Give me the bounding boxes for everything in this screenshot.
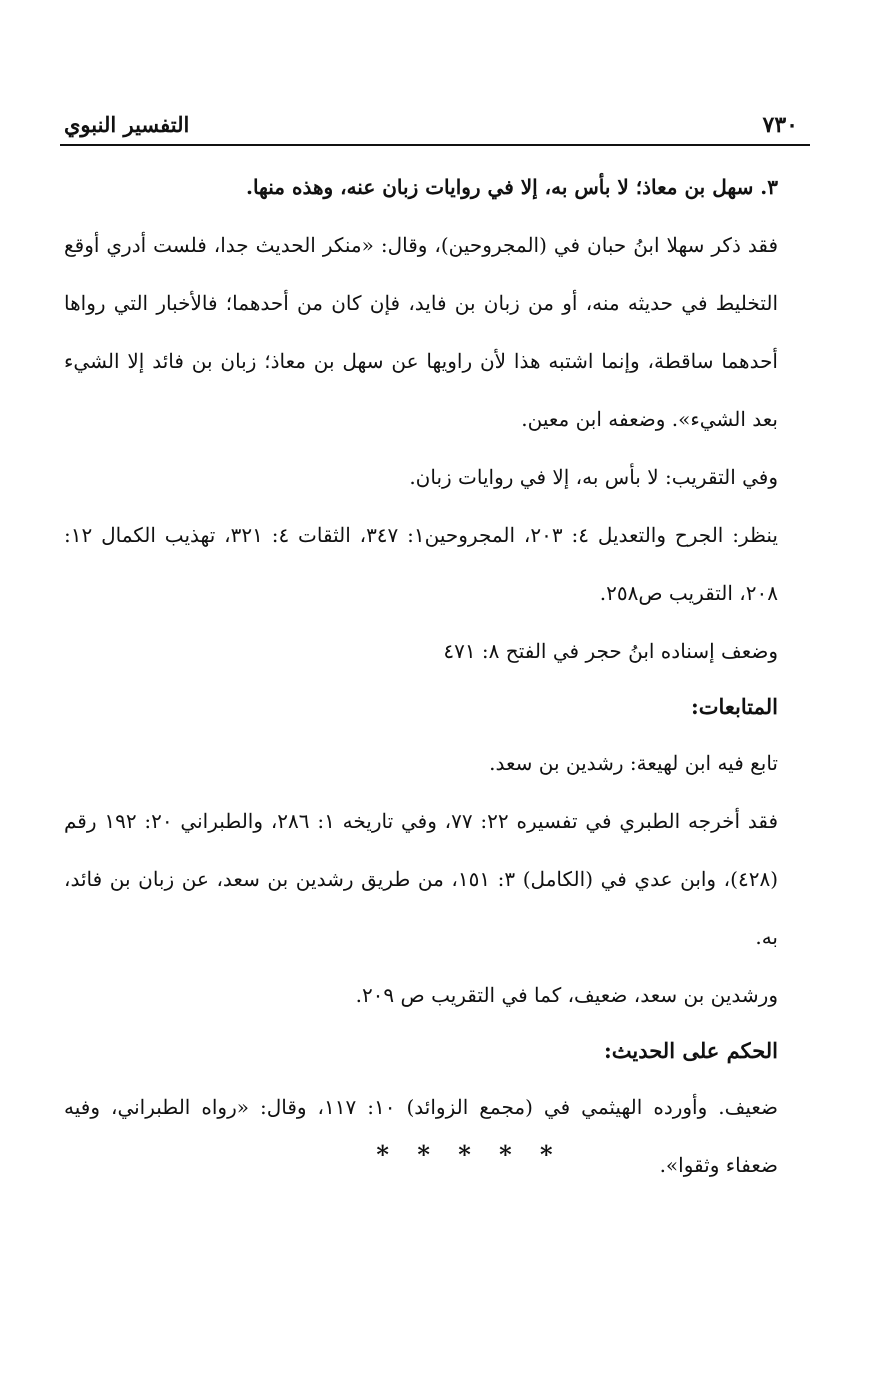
page-number: ٧٣٠ [762, 112, 798, 138]
running-title: التفسير النبوي [64, 112, 190, 137]
paragraph-narrator-item: ٣. سهل بن معاذ؛ لا بأس به، إلا في روايات زبان عنه، وهذه منها. [246, 175, 778, 199]
paragraph-ibn-hajar: وضعف إسناده ابنُ حجر في الفتح ٨: ٤٧١ [443, 639, 778, 663]
paragraph-ibn-hibban-quote: فقد ذكر سهلا ابنُ حبان في (المجروحين)، وقال: «منكر الحديث جدا، فلست أدري أوقع التخليط في حديثه منه، أو من زبان بن فايد، فإن كان من أحدهما؛ فالأخبار التي رواها أحدهما ساقطة، وإنما اشتبه هذا لأن راويها عن سهل بن معاذ؛ زبان بن فائد إلا الشيء بعد الشيء». وضعفه ابن معين. [64, 233, 779, 431]
body-text [64, 158, 806, 1194]
paragraph-references: ينظر: الجرح والتعديل ٤: ٢٠٣، المجروحين١: ٣٤٧، الثقات ٤: ٣٢١، تهذيب الكمال ١٢: ٢٠٨، التقريب ص٢٥٨. [64, 523, 778, 605]
paragraph-verdict: ضعيف. وأورده الهيثمي في (مجمع الزوائد) ١٠: ١١٧، وقال: «رواه الطبراني، وفيه ضعفاء وثقوا». [64, 1095, 778, 1177]
paragraph-takhrij: فقد أخرجه الطبري في تفسيره ٢٢: ٧٧، وفي تاريخه ١: ٢٨٦، والطبراني ٢٠: ١٩٢ رقم (٤٢٨)، وابن عدي في (الكامل) ٣: ١٥١، من طريق رشدين بن سعد، عن زبان بن فائد، به. [64, 809, 779, 949]
paragraph-follow-up: تابع فيه ابن لهيعة: رشدين بن سعد. [489, 751, 778, 775]
section-heading-hukm: الحكم على الحديث: [604, 1038, 778, 1063]
running-header [60, 108, 810, 146]
section-heading-mutabaat: المتابعات: [690, 694, 778, 719]
section-end-ornament: * * * * * [376, 1140, 563, 1169]
paragraph-taqrib: وفي التقريب: لا بأس به، إلا في روايات زبان. [409, 465, 778, 489]
paragraph-rishdin: ورشدين بن سعد، ضعيف، كما في التقريب ص ٢٠٩. [355, 983, 778, 1007]
